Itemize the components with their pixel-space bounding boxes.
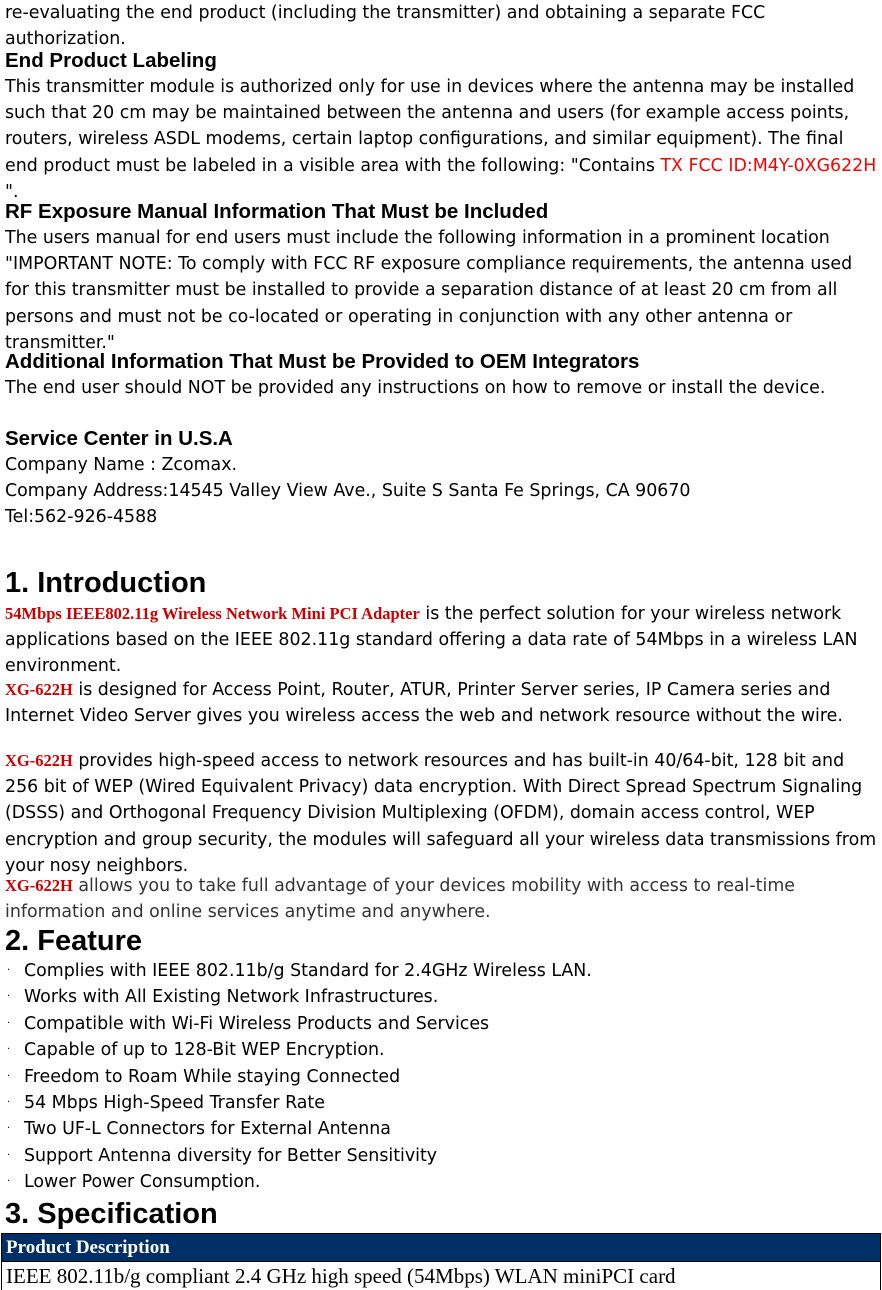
feature-item-label: Support Antenna diversity for Better Sensitivity [24,1145,438,1166]
feature-item [5,958,875,984]
bullet-icon: · [7,1044,11,1056]
feature-item [5,1037,875,1063]
intro-text-1: is the perfect solution for your wireless network applications based on the IEEE 802.11g standard offering a data rate of 54Mbps in a wireless LAN environment. [5,604,864,677]
heading-oem-integrators: Additional Information That Must be Provided to OEM Integrators [5,350,640,373]
labeling-text-end: ". [5,155,882,202]
fcc-id: TX FCC ID:M4Y-0XG622H [660,155,877,176]
intro-paragraph-1 [5,601,880,680]
feature-item [5,1169,875,1195]
service-company-address: Company Address:14545 Valley View Ave., Suite S Santa Fe Springs, CA 90670 [5,481,691,501]
feature-item [5,1090,875,1116]
intro-text-4: allows you to take full advantage of your devices mobility with access to real-time information and online services anytime and anywhere. [5,876,801,923]
bullet-icon: · [7,965,11,976]
table-header-product-description: Product Description [2,1234,881,1262]
bullet-icon: · [7,1123,11,1135]
heading-rf-exposure: RF Exposure Manual Information That Must be Included [5,200,549,223]
feature-item-label: Complies with IEEE 802.11b/g Standard for 2.4GHz Wireless LAN. [24,961,592,981]
product-model: XG-622H [5,751,73,770]
feature-list [5,958,875,1196]
product-model: XG-622H [5,680,73,699]
feature-item-label: Freedom to Roam While staying Connected [24,1066,401,1087]
feature-item-label: Lower Power Consumption. [24,1172,261,1193]
heading-end-product-labeling: End Product Labeling [5,49,217,72]
product-model: XG-622H [5,876,73,895]
paragraph-oem: The end user should NOT be provided any instructions on how to remove or install the device. [5,378,826,398]
feature-item-label: Compatible with Wi-Fi Wireless Products and Services [24,1013,490,1034]
intro-paragraph-4 [5,873,880,925]
feature-item-label: 54 Mbps High-Speed Transfer Rate [24,1092,325,1113]
labeling-text: This transmitter module is authorized only for use in devices where the antenna may be installed such that 20 cm may be maintained between the antenna and users (for example access points, routers, wireless ASDL modems, certain laptop configurations, and similar equipment). The final end product must be labeled in a visible area with the following: "Contains [5,77,860,176]
feature-item-label: Two UF-L Connectors for External Antenna [24,1119,391,1140]
heading-introduction: 1. Introduction [5,567,207,599]
bullet-icon: · [7,1017,11,1029]
heading-specification: 3. Specification [5,1198,218,1230]
feature-item-label: Capable of up to 128-Bit WEP Encryption. [24,1040,385,1061]
intro-text-3: provides high-speed access to network resources and has built-in 40/64-bit, 128 bit and 256 bit of WEP (Wired Equivalent Privacy) data encryption. With Direct Spread Spectrum Signaling (DSSS) and Orthogonal Frequency Division Multiplexing (OFDM), domain access control, WEP encryption and group security, the modules will safeguard all your wireless data transmissions from your nosy neighbors. [5,751,882,876]
service-company-name: Company Name : Zcomax. [5,455,238,475]
intro-text-2: is designed for Access Point, Router, ATUR, Printer Server series, IP Camera series and Internet Video Server gives you wireless access the web and network resource without the wire. [5,680,843,727]
paragraph-fcc-authorization: re-evaluating the end product (including the transmitter) and obtaining a separate FCC authorization. [5,3,771,50]
feature-item [5,1064,875,1090]
service-tel: Tel:562-926-4588 [5,507,158,527]
bullet-icon: · [7,1070,11,1082]
table-cell-description: IEEE 802.11b/g compliant 2.4 GHz high speed (54Mbps) WLAN miniPCI card [2,1262,881,1290]
heading-feature: 2. Feature [5,925,142,957]
bullet-icon: · [7,1149,11,1161]
feature-item [5,1011,875,1037]
feature-item [5,984,875,1010]
feature-item-label: Works with All Existing Network Infrastructures. [24,987,439,1008]
paragraph-labeling [5,74,880,205]
feature-item [5,1143,875,1169]
bullet-icon: · [7,1176,11,1188]
bullet-icon: · [7,991,11,1003]
bullet-icon: · [7,1096,11,1108]
intro-paragraph-3 [5,748,880,879]
intro-paragraph-2 [5,677,880,729]
specification-table [1,1233,881,1290]
paragraph-rf-exposure: The users manual for end users must include the following information in a prominent location "IMPORTANT NOTE: To comply with FCC RF exposure compliance requirements, the antenna used for this transmitter must be installed to provide a separation distance of at least 20 cm from all persons and must not be co-located or operating in conjunction with any other antenna or transmitter." [5,228,858,353]
heading-service-center: Service Center in U.S.A [5,427,233,450]
product-name: 54Mbps IEEE802.11g Wireless Network Mini PCI Adapter [5,604,420,623]
feature-item [5,1116,875,1142]
